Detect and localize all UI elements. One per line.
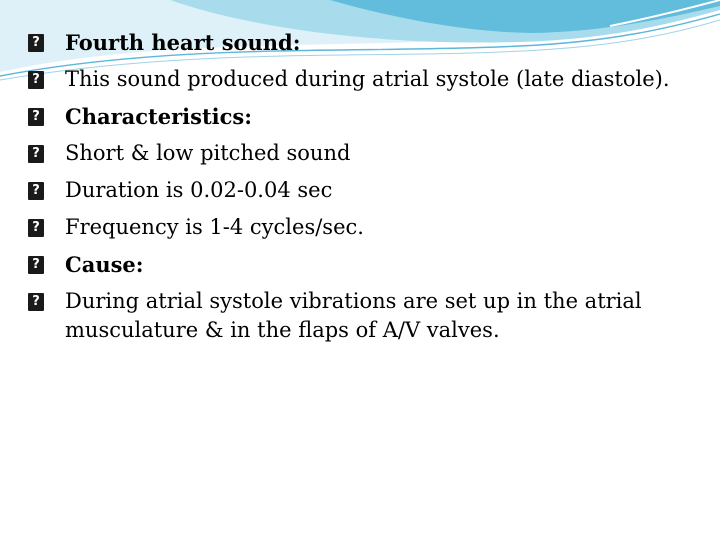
missing-glyph-icon xyxy=(28,108,44,126)
bullet-item xyxy=(28,287,696,345)
bullet-list xyxy=(28,28,696,353)
bullet-item xyxy=(28,176,696,205)
bullet-text: Cause: xyxy=(65,252,144,277)
bullet-text: Characteristics: xyxy=(65,104,253,129)
missing-glyph-icon xyxy=(28,71,44,89)
bullet-item xyxy=(28,28,696,57)
bullet-item xyxy=(28,65,696,94)
bullet-text: Frequency is 1-4 cycles/sec. xyxy=(65,215,364,239)
bullet-text: During atrial systole vibrations are set up in the atrial musculature & in the flaps of A/V valves. xyxy=(65,289,642,342)
bullet-text: Duration is 0.02-0.04 sec xyxy=(65,178,333,202)
bullet-item xyxy=(28,139,696,168)
missing-glyph-icon xyxy=(28,256,44,274)
missing-glyph-icon xyxy=(28,219,44,237)
missing-glyph-icon xyxy=(28,293,44,311)
bullet-text: This sound produced during atrial systole (late diastole). xyxy=(65,67,670,91)
bullet-text: Short & low pitched sound xyxy=(65,141,351,165)
bullet-item xyxy=(28,250,696,279)
missing-glyph-icon xyxy=(28,182,44,200)
bullet-text: Fourth heart sound: xyxy=(65,30,301,55)
bullet-item xyxy=(28,213,696,242)
bullet-item xyxy=(28,102,696,131)
missing-glyph-icon xyxy=(28,145,44,163)
missing-glyph-icon xyxy=(28,34,44,52)
